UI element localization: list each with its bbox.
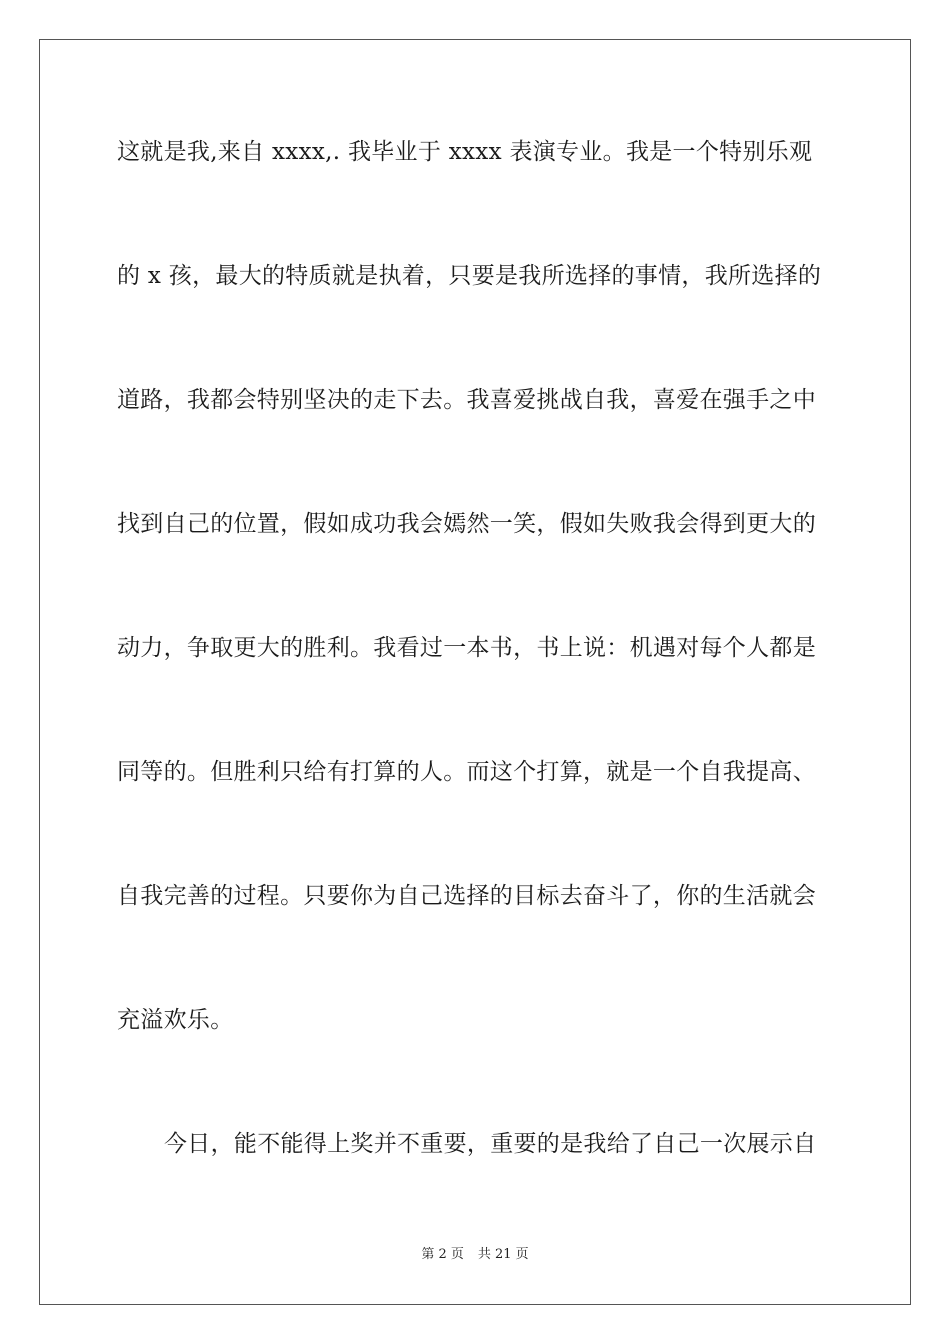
body-text-line: 找到自己的位置，假如成功我会嫣然一笑，假如失败我会得到更大的 (117, 511, 816, 537)
paragraph-first-line: 今日，能不能得上奖并不重要，重要的是我给了自己一次展示自 (164, 1131, 817, 1157)
body-text-line: 的 x 孩，最大的特质就是执着，只要是我所选择的事情，我所选择的 (117, 263, 822, 289)
current-page-label: 第 2 页 (421, 1247, 464, 1262)
body-text-line: 动力，争取更大的胜利。我看过一本书，书上说：机遇对每个人都是 (117, 635, 816, 661)
body-text-line: 自我完善的过程。只要你为自己选择的目标去奋斗了，你的生活就会 (117, 883, 816, 909)
body-text-line: 充溢欢乐。 (117, 1007, 234, 1033)
total-pages-label: 共 21 页 (477, 1247, 529, 1262)
body-text-line: 这就是我,来自 xxxx,. 我毕业于 xxxx 表演专业。我是一个特别乐观 (117, 139, 813, 165)
page-footer (0, 1246, 950, 1264)
body-text-line: 同等的。但胜利只给有打算的人。而这个打算，就是一个自我提高、 (117, 759, 816, 785)
body-text-line: 道路，我都会特别坚决的走下去。我喜爱挑战自我，喜爱在强手之中 (117, 387, 816, 413)
page-border (39, 39, 911, 1305)
